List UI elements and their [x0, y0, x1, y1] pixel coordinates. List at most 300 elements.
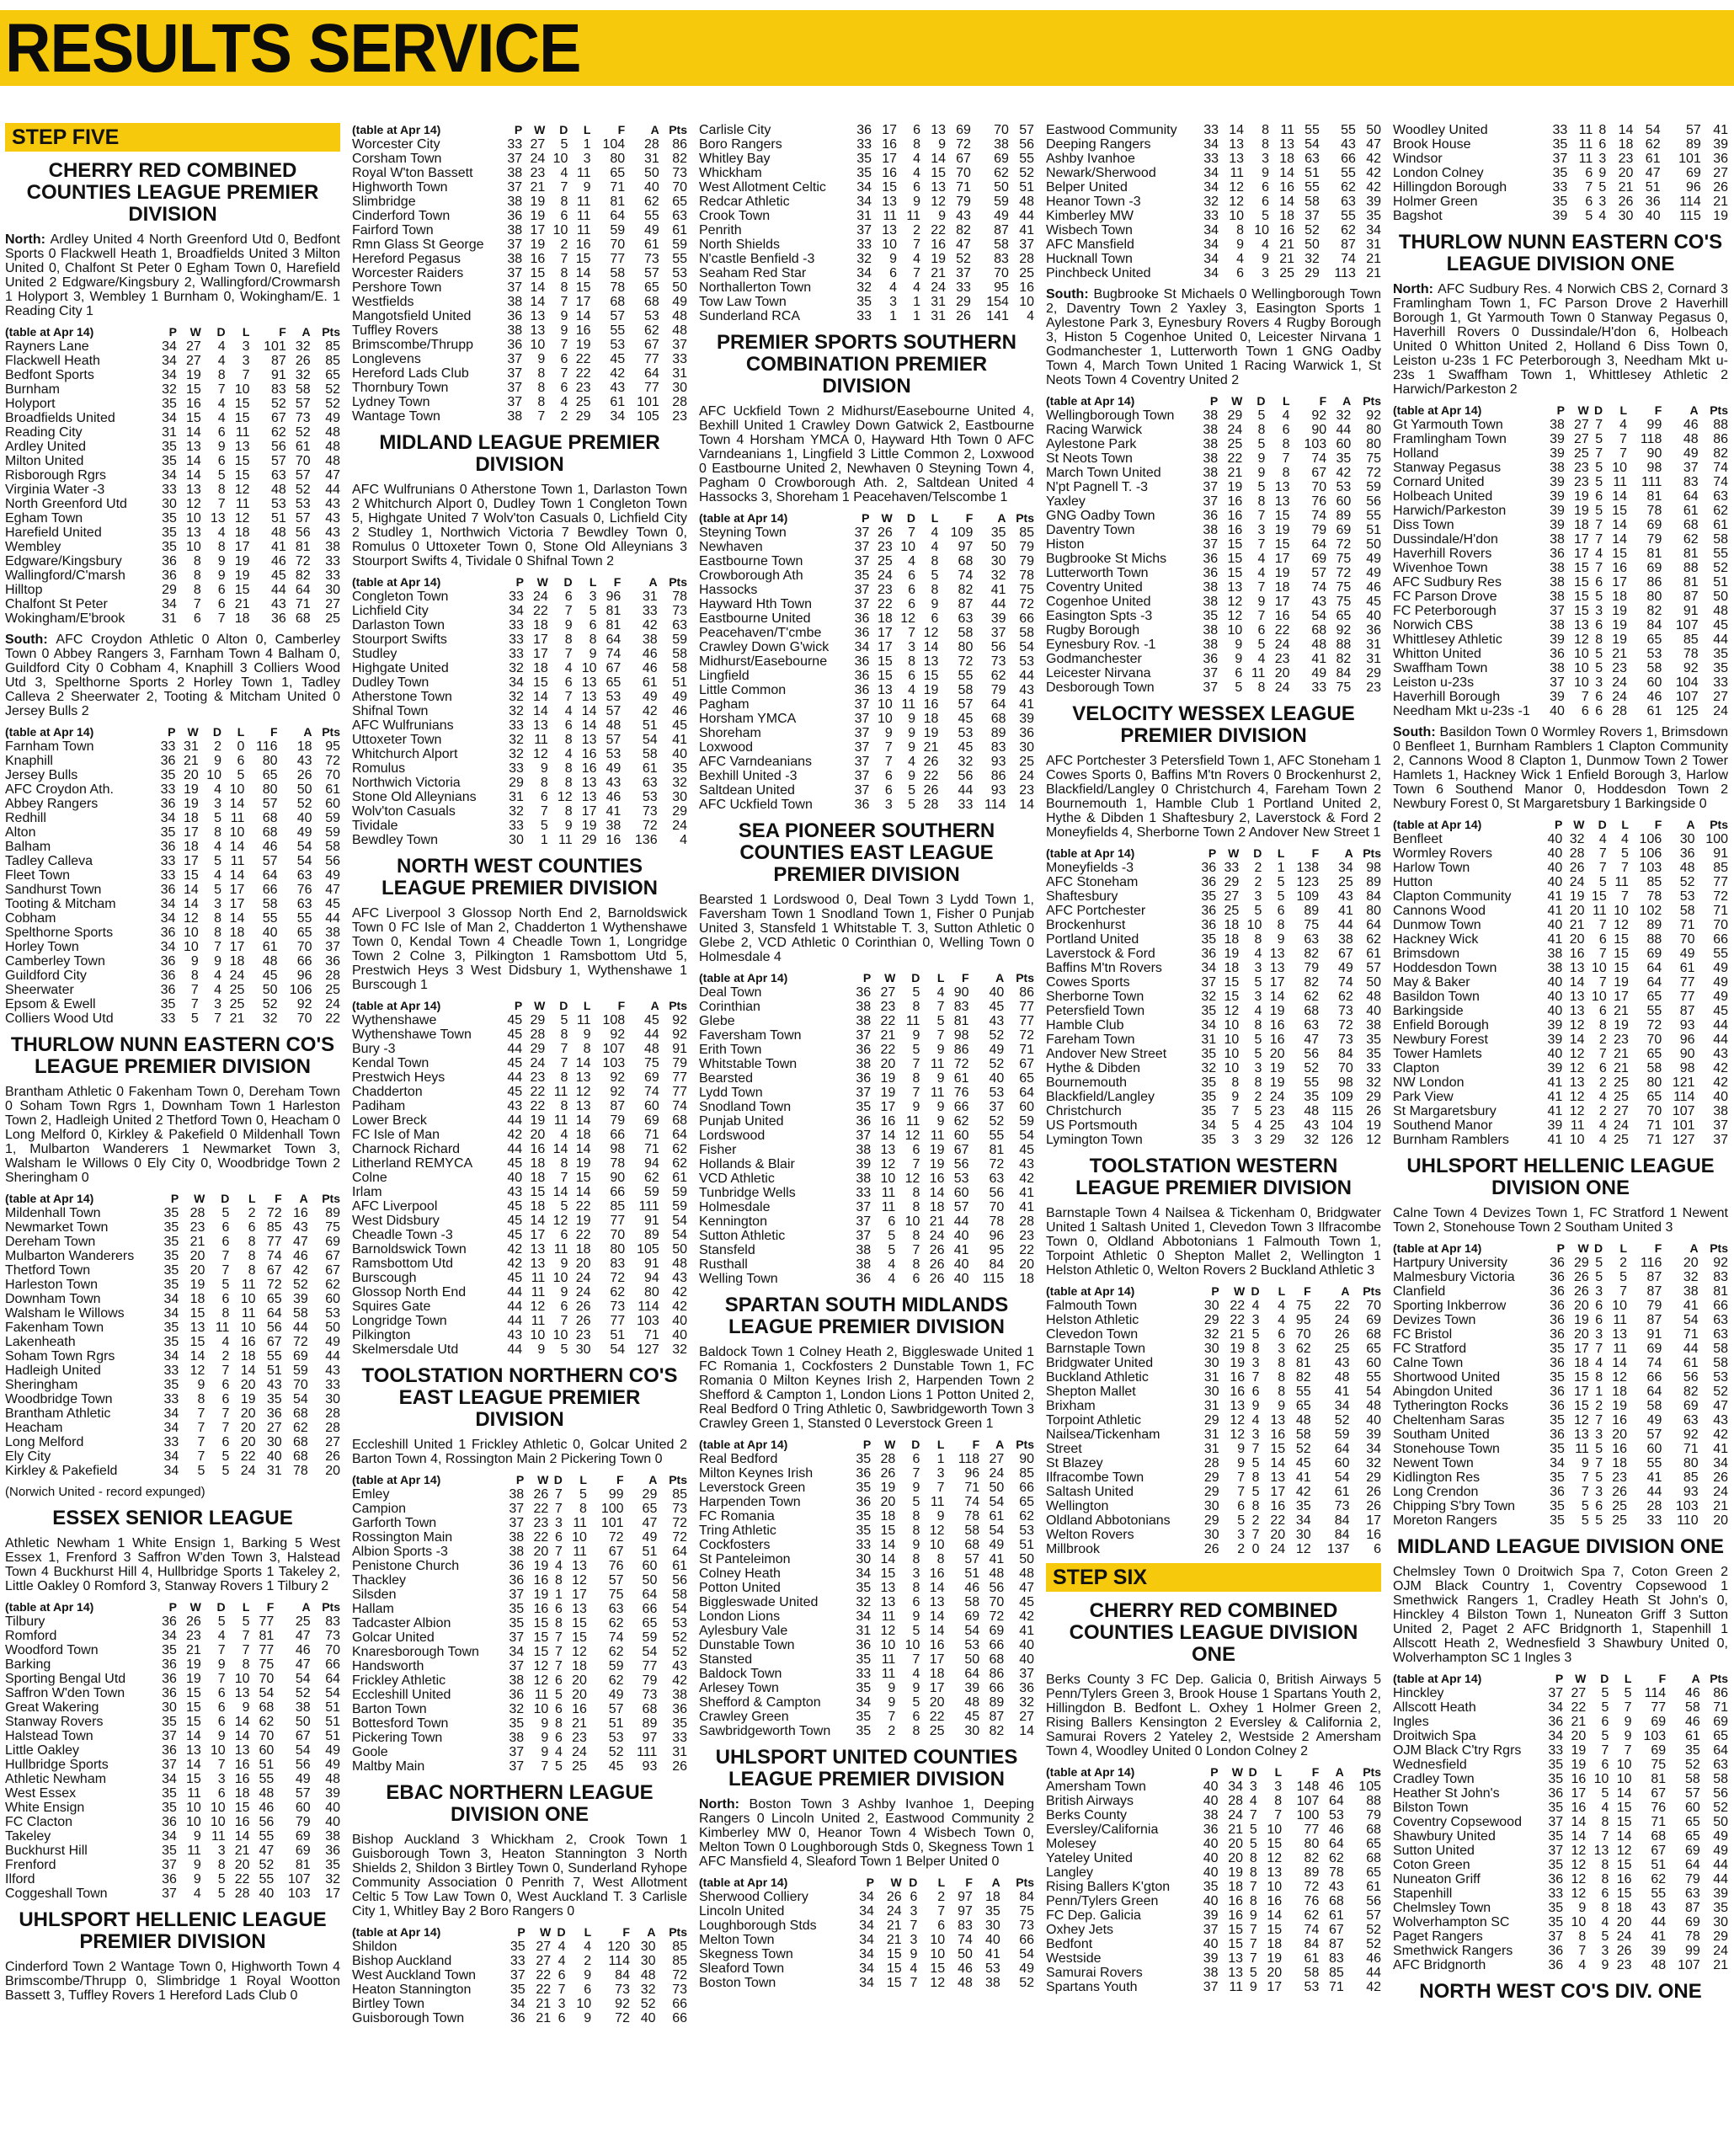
stat-cell: 12: [1571, 1886, 1587, 1901]
stat-cell: 97: [958, 1904, 973, 1919]
team-name: Tilbury: [5, 1614, 45, 1629]
stat-cell: 16: [1612, 1442, 1627, 1456]
table-row: [352, 1716, 687, 1731]
stat-cell: 69: [292, 1349, 308, 1364]
stat-cell: 29: [1366, 1470, 1381, 1485]
stat-cell: 40: [989, 985, 1005, 1000]
table-row: [5, 411, 340, 425]
stat-cell: 39: [1550, 632, 1565, 647]
stat-cell: 78: [1683, 647, 1699, 661]
stat-cell: 60: [1336, 494, 1352, 509]
stat-cell: 67: [266, 1335, 282, 1349]
results-text: [1393, 725, 1728, 811]
stat-cell: 19: [923, 726, 939, 740]
stat-cell: 42: [1336, 466, 1352, 480]
stat-cell: 16: [1274, 609, 1290, 623]
stat-cell: 35: [1201, 932, 1217, 947]
stat-cell: 72: [956, 137, 971, 152]
stat-cell: 13: [581, 790, 597, 804]
stat-cell: 4: [1262, 237, 1270, 252]
league-table: [1393, 123, 1728, 223]
team-name: Padiham: [352, 1099, 406, 1113]
column-header: D: [559, 123, 568, 136]
stat-cell: 79: [610, 1113, 626, 1128]
stat-cell: 35: [160, 825, 176, 840]
stat-cell: 46: [642, 661, 658, 675]
team-name: AFC Mansfield: [1046, 237, 1134, 252]
stat-cell: 42: [292, 1263, 308, 1278]
table-row: [699, 1186, 1034, 1200]
stat-cell: 18: [229, 954, 245, 969]
table-row: [1046, 1047, 1381, 1061]
table-row: [1046, 1499, 1381, 1513]
team-name: Samurai Rovers: [1046, 1966, 1143, 1980]
stat-cell: 19: [1612, 1399, 1627, 1413]
team-name: Glebe: [699, 1014, 735, 1028]
stat-cell: 81: [606, 618, 622, 632]
team-name: West Allotment Celtic: [699, 180, 826, 195]
stat-cell: 11: [573, 1545, 587, 1559]
stat-cell: 10: [186, 511, 201, 526]
team-name: Bearsted: [699, 1071, 754, 1086]
stat-cell: 8: [908, 654, 916, 669]
stat-cell: 15: [1270, 1442, 1286, 1456]
stat-cell: 35: [1548, 1858, 1564, 1872]
stat-cell: 51: [325, 1715, 340, 1729]
stat-cell: 70: [1295, 1327, 1311, 1342]
stat-cell: 15: [930, 1961, 946, 1976]
stat-cell: 41: [989, 1552, 1005, 1566]
stat-cell: 35: [163, 1335, 179, 1349]
table-row: [1046, 1937, 1381, 1951]
stat-cell: 7: [1595, 561, 1603, 575]
stat-cell: 48: [1019, 1566, 1034, 1581]
stat-cell: 26: [1573, 1284, 1589, 1299]
stat-cell: 33: [163, 1364, 179, 1378]
stat-cell: 33: [1203, 123, 1219, 137]
stat-cell: 74: [1338, 975, 1353, 990]
column-header: D: [1251, 1284, 1260, 1298]
stat-cell: 79: [642, 1673, 658, 1688]
stat-cell: 37: [854, 597, 870, 611]
stat-cell: 12: [1267, 1851, 1283, 1865]
stat-cell: 32: [1201, 1061, 1217, 1075]
stat-cell: 23: [1573, 475, 1589, 489]
stat-cell: 5: [579, 1487, 587, 1502]
stat-cell: 60: [325, 1292, 340, 1306]
stat-cell: 57: [606, 704, 622, 718]
stat-cell: 24: [533, 590, 548, 604]
table-row: [1046, 1837, 1381, 1851]
team-name: Chelmsley Town: [1393, 1901, 1491, 1915]
stat-cell: 74: [1304, 1923, 1320, 1937]
column-header: P: [1555, 1672, 1564, 1685]
stat-cell: 49: [1679, 947, 1695, 961]
stat-cell: 43: [325, 1364, 340, 1378]
stat-cell: 82: [1713, 446, 1728, 461]
team-name: Torpoint Athletic: [1046, 1413, 1141, 1428]
stat-cell: 24: [530, 1056, 546, 1070]
table-row: [5, 397, 340, 411]
team-name: Stansfeld: [699, 1243, 755, 1257]
stat-cell: 68: [1311, 623, 1327, 638]
table-row: [5, 1643, 340, 1657]
stat-cell: 22: [923, 769, 939, 783]
stat-cell: 62: [259, 1715, 275, 1729]
stat-cell: 26: [877, 526, 893, 540]
stat-cell: 68: [1366, 1327, 1381, 1342]
stat-cell: 20: [1228, 1851, 1243, 1865]
stat-cell: 7: [193, 597, 201, 611]
stat-cell: 56: [989, 1186, 1005, 1200]
team-name: Penrith: [699, 223, 742, 237]
stat-cell: 121: [1672, 1075, 1695, 1090]
team-name: US Portsmouth: [1046, 1118, 1138, 1133]
stat-cell: 10: [1569, 1133, 1585, 1147]
stat-cell: 36: [1019, 1681, 1034, 1695]
stat-cell: 10: [1224, 1033, 1240, 1047]
stat-cell: 20: [325, 1464, 340, 1478]
stat-cell: 61: [1334, 1485, 1350, 1499]
stat-cell: 36: [856, 1466, 872, 1481]
stat-cell: 7: [242, 368, 250, 382]
stat-cell: 13: [1270, 1413, 1286, 1428]
stat-cell: 70: [956, 166, 971, 180]
stat-cell: 10: [1254, 223, 1270, 237]
table-row: [352, 252, 687, 266]
stat-cell: 52: [1713, 561, 1728, 575]
stat-cell: 41: [953, 1243, 969, 1257]
stat-cell: 7: [197, 1435, 205, 1449]
stat-cell: 38: [1713, 1104, 1728, 1118]
stat-cell: 5: [1254, 975, 1262, 990]
stat-cell: 49: [325, 1743, 340, 1758]
stat-cell: 100: [600, 1502, 624, 1516]
stat-cell: 19: [186, 368, 201, 382]
stat-cell: 9: [910, 1947, 918, 1961]
stat-cell: 54: [1683, 1313, 1699, 1327]
stat-cell: 27: [266, 1421, 282, 1435]
team-name: Southam United: [1393, 1428, 1490, 1442]
stat-cell: 6: [931, 611, 939, 626]
stat-cell: 10: [1246, 918, 1262, 932]
team-name: Knaresborough Town: [352, 1645, 479, 1659]
stat-cell: 6: [884, 783, 893, 798]
stat-cell: 77: [644, 352, 659, 366]
table-row: [5, 825, 340, 840]
stat-cell: 15: [1274, 537, 1290, 552]
stat-cell: 62: [672, 1156, 687, 1171]
stat-cell: 11: [553, 1085, 568, 1099]
stat-cell: 66: [672, 1997, 687, 2011]
stat-cell: 15: [1224, 975, 1240, 990]
stat-cell: 35: [163, 1321, 179, 1335]
stat-cell: 52: [672, 1645, 687, 1659]
stat-cell: 40: [1547, 832, 1563, 846]
stat-cell: 7: [540, 804, 548, 819]
team-name: St Blazey: [1046, 1456, 1103, 1470]
stat-cell: 37: [507, 280, 523, 295]
stat-cell: 40: [953, 1272, 969, 1286]
stat-cell: 32: [1019, 1695, 1034, 1710]
stat-cell: 89: [1304, 1865, 1320, 1880]
stat-cell: 3: [1262, 152, 1270, 166]
results-body: AFC Liverpool 3 Glossop North End 2, Barnoldswick Town 0 FC Isle of Man 2, Chadderton 1 Wythenshawe Town 0, Kendal Town 4 Cheadle Town 1, Longridge Town 2 Colne 3, Pilkington 1 Ramsbottom Utd 5, Prestwich Heys 3 West Didsbury 1, Wythenshawe 1 Burscough 1: [352, 906, 687, 992]
stat-cell: 59: [1019, 1114, 1034, 1129]
stat-cell: 7: [560, 1314, 568, 1328]
team-name: Mildenhall Town: [5, 1206, 101, 1220]
stat-cell: 58: [994, 237, 1009, 252]
stat-cell: 62: [1341, 223, 1356, 237]
stat-cell: 71: [956, 180, 971, 195]
stat-cell: 31: [856, 209, 872, 223]
stat-cell: 1: [583, 137, 591, 152]
stat-cell: 14: [183, 883, 199, 897]
table-row: [352, 1688, 687, 1702]
stat-cell: 35: [163, 1249, 179, 1263]
stat-cell: 35: [1201, 1133, 1217, 1147]
table-header-row: [699, 971, 1034, 985]
stat-cell: 14: [530, 295, 546, 309]
stat-cell: 14: [1616, 1829, 1632, 1844]
column-header: Pts: [1363, 1284, 1381, 1298]
table-row: [352, 1559, 687, 1573]
team-name: Benfleet: [1393, 832, 1443, 846]
team-name: Coggeshall Town: [5, 1886, 108, 1901]
stat-cell: 24: [1270, 1542, 1286, 1556]
stat-cell: 43: [325, 497, 340, 511]
stat-cell: 7: [1251, 1528, 1260, 1542]
stat-cell: 74: [964, 1495, 980, 1509]
stat-cell: 73: [642, 804, 658, 819]
stat-cell: 13: [575, 1070, 591, 1085]
team-name: Northwich Victoria: [352, 776, 461, 790]
table-row: [699, 166, 1034, 180]
stat-cell: 55: [259, 1872, 275, 1886]
team-name: Royal W'ton Bassett: [352, 166, 473, 180]
stat-cell: 38: [507, 252, 523, 266]
stat-cell: 26: [1713, 1470, 1728, 1485]
table-row: [1393, 1786, 1728, 1801]
table-row: [699, 1171, 1034, 1186]
stat-cell: 16: [1228, 1908, 1243, 1923]
stat-cell: 41: [1547, 1075, 1563, 1090]
stat-cell: 8: [1251, 1499, 1260, 1513]
table-row: [1393, 1470, 1728, 1485]
table-row: [352, 237, 687, 252]
stat-cell: 21: [886, 1933, 902, 1947]
stat-cell: 21: [1612, 647, 1627, 661]
stat-cell: 35: [1550, 1413, 1565, 1428]
team-name: Burnham Ramblers: [1393, 1133, 1509, 1147]
stat-cell: 4: [1251, 1413, 1260, 1428]
table-row: [699, 1257, 1034, 1272]
stat-cell: 27: [1713, 166, 1728, 180]
stat-cell: 14: [1269, 990, 1285, 1004]
stat-cell: 91: [1646, 1327, 1662, 1342]
team-name: Dunmow Town: [1393, 918, 1481, 932]
stat-cell: 34: [160, 897, 176, 911]
stat-cell: 15: [530, 266, 546, 280]
stat-cell: 73: [1338, 1033, 1353, 1047]
stat-cell: 9: [1251, 1399, 1260, 1413]
results-text: [1046, 754, 1381, 840]
stat-cell: 47: [292, 1235, 308, 1249]
stat-cell: 16: [581, 761, 597, 776]
stat-cell: 37: [1550, 675, 1565, 690]
stat-cell: 31: [642, 590, 658, 604]
stat-cell: 6: [1598, 137, 1607, 152]
stat-cell: 35: [1201, 1047, 1217, 1061]
stat-cell: 81: [610, 195, 626, 209]
stat-cell: 9: [564, 618, 573, 632]
team-name: Kirkley & Pakefield: [5, 1464, 118, 1478]
team-name: Shortwood United: [1393, 1370, 1501, 1385]
stat-cell: 4: [680, 833, 687, 847]
stat-cell: 2: [1595, 1399, 1603, 1413]
stat-cell: 30: [1203, 1528, 1219, 1542]
stat-cell: 30: [640, 1954, 656, 1968]
table-row: [699, 123, 1034, 137]
table-row: [352, 1027, 687, 1042]
stat-cell: 39: [1366, 195, 1381, 209]
stat-cell: 44: [958, 783, 974, 798]
stat-cell: 43: [1713, 1047, 1728, 1061]
team-name: Andover New Street: [1046, 1047, 1167, 1061]
table-row: [1046, 1822, 1381, 1837]
stat-cell: 10: [904, 1638, 920, 1652]
stat-cell: 57: [964, 1552, 980, 1566]
stat-cell: 40: [259, 1886, 275, 1901]
stat-cell: 39: [1019, 712, 1034, 726]
stat-cell: 24: [672, 819, 687, 833]
stat-cell: 7: [1231, 1104, 1240, 1118]
stat-cell: 38: [507, 223, 523, 237]
stat-cell: 40: [672, 1328, 687, 1342]
stat-cell: 7: [242, 1643, 250, 1657]
stat-cell: 109: [1296, 889, 1320, 904]
stat-cell: 37: [507, 180, 523, 195]
stat-cell: 72: [953, 1057, 969, 1071]
stat-cell: 16: [1571, 1801, 1587, 1815]
column-header: P: [1211, 1284, 1219, 1298]
stat-cell: 10: [1612, 461, 1627, 475]
stat-cell: 5: [221, 1449, 230, 1464]
stat-cell: 21: [1618, 180, 1634, 195]
table-row: [699, 597, 1034, 611]
stat-cell: 11: [1578, 123, 1593, 137]
stat-cell: 56: [295, 1758, 311, 1772]
stat-cell: 72: [989, 1609, 1005, 1624]
stat-cell: 9: [1257, 466, 1266, 480]
stat-cell: 96: [1686, 180, 1701, 195]
stat-cell: 39: [1547, 1018, 1563, 1033]
team-name: Leiston u-23s: [1393, 675, 1475, 690]
stat-cell: 107: [1675, 690, 1699, 704]
stat-cell: 7: [912, 1466, 920, 1481]
stat-cell: 40: [1203, 1851, 1219, 1865]
stat-cell: 43: [1311, 595, 1327, 609]
stat-cell: 8: [912, 1509, 920, 1524]
stat-cell: 45: [507, 1156, 523, 1171]
team-name: Mangotsfield United: [352, 309, 472, 323]
team-name: Penn/Tylers Green: [1046, 1894, 1159, 1908]
stat-cell: 3: [554, 1516, 563, 1530]
table-row: [699, 1452, 1034, 1466]
stat-cell: 35: [1203, 609, 1219, 623]
table-date-label: (table at Apr 14): [1046, 1284, 1135, 1298]
stat-cell: 27: [1571, 1686, 1587, 1700]
team-name: Hilltop: [5, 583, 43, 597]
stat-cell: 6: [1585, 166, 1593, 180]
stat-cell: 32: [295, 368, 311, 382]
stat-cell: 31: [1203, 1370, 1219, 1385]
stat-cell: 32: [856, 252, 872, 266]
stat-cell: 13: [530, 323, 546, 338]
stat-cell: 72: [1304, 1880, 1320, 1894]
results-text: [5, 1085, 340, 1185]
table-row: [5, 597, 340, 611]
stat-cell: 38: [1203, 423, 1219, 437]
stat-cell: 13: [1569, 990, 1585, 1004]
table-row: [5, 454, 340, 468]
team-name: Hamble Club: [1046, 1018, 1124, 1033]
column-header: F: [1658, 1672, 1667, 1685]
stat-cell: 65: [644, 280, 659, 295]
stat-cell: 27: [325, 1435, 340, 1449]
stat-cell: 13: [923, 654, 939, 669]
column-header: Pts: [1016, 1438, 1034, 1451]
stat-cell: 19: [929, 1157, 945, 1171]
stat-cell: 35: [856, 1100, 872, 1114]
stat-cell: 21: [1713, 1499, 1728, 1513]
stat-cell: 19: [1274, 523, 1290, 537]
stat-cell: 36: [1203, 652, 1219, 666]
table-row: [699, 712, 1034, 726]
stat-cell: 9: [912, 1538, 920, 1552]
stat-cell: 90: [1646, 446, 1662, 461]
stat-cell: 26: [929, 1243, 945, 1257]
stat-cell: 9: [1624, 1715, 1632, 1729]
stat-cell: 7: [221, 1263, 230, 1278]
stat-cell: 86: [672, 137, 687, 152]
stat-cell: 53: [984, 1961, 1000, 1976]
stat-cell: 19: [1230, 1342, 1246, 1356]
stat-cell: 20: [1267, 1966, 1283, 1980]
stat-cell: 154: [986, 295, 1009, 309]
results-text: [5, 632, 340, 718]
stat-cell: 5: [1581, 1499, 1589, 1513]
stat-cell: 13: [1593, 1844, 1609, 1858]
stat-cell: 39: [325, 1786, 340, 1801]
stat-cell: 38: [1550, 618, 1565, 632]
league-table: [1393, 818, 1728, 1147]
stat-cell: 137: [1326, 1542, 1350, 1556]
stat-cell: 57: [1366, 1908, 1381, 1923]
stat-cell: 14: [234, 1729, 250, 1743]
team-name: London Colney: [1393, 166, 1484, 180]
stat-cell: 16: [1366, 1528, 1381, 1542]
table-date-label: (table at Apr 14): [699, 1876, 788, 1889]
stat-cell: 16: [234, 1815, 250, 1829]
stat-cell: 106: [289, 983, 312, 997]
stat-cell: 54: [325, 1686, 340, 1700]
stat-cell: 36: [162, 1614, 177, 1629]
stat-cell: 22: [575, 366, 591, 381]
team-name: Hythe & Dibden: [1046, 1061, 1141, 1075]
stat-cell: 83: [325, 1614, 340, 1629]
stat-cell: 52: [295, 425, 311, 440]
